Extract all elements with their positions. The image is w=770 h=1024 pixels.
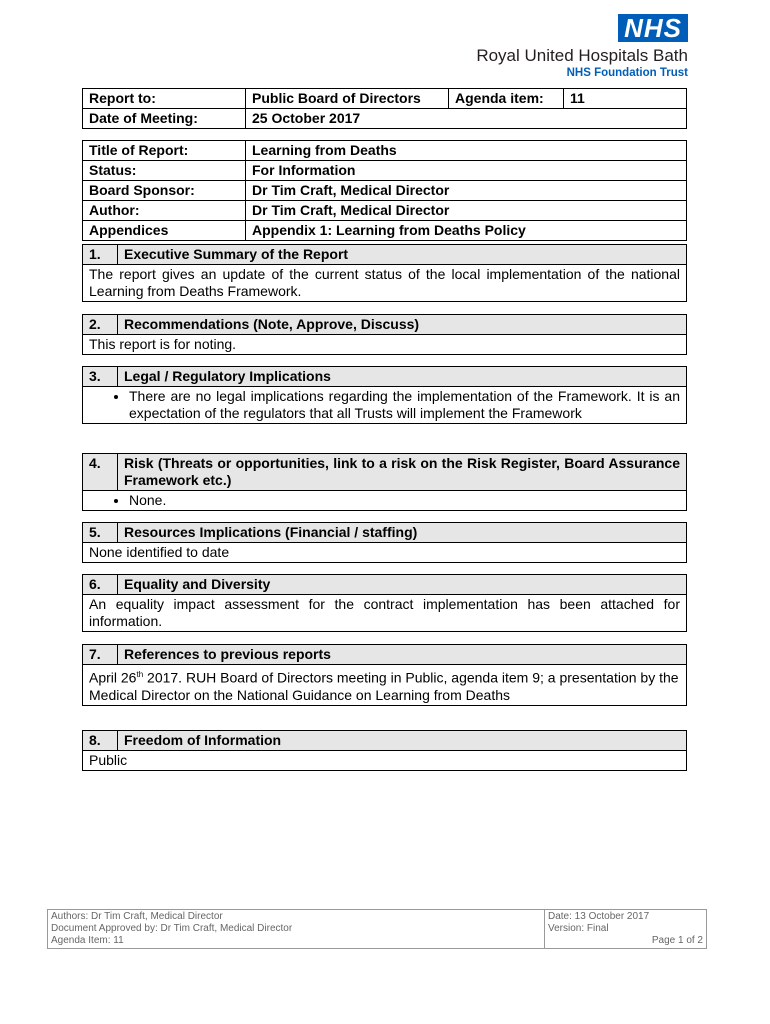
section-title: Resources Implications (Financial / staffing) [118, 523, 687, 543]
footer-agenda: Agenda Item: 11 [51, 935, 124, 946]
agenda-label: Agenda item: [449, 89, 564, 109]
footer-approved: Document Approved by: Dr Tim Craft, Medical Director [51, 923, 293, 934]
sponsor-value: Dr Tim Craft, Medical Director [246, 181, 687, 201]
author-value: Dr Tim Craft, Medical Director [246, 201, 687, 221]
list-item: • There are no legal implications regarding the implementation of the Framework. It is an expectation of the regulators that all Trusts will implement the Framework [129, 388, 680, 422]
nhs-logo-mark: NHS [618, 14, 688, 42]
section-body: None identified to date [83, 543, 687, 563]
title-value: Learning from Deaths [246, 141, 687, 161]
section-title: Legal / Regulatory Implications [118, 367, 687, 387]
section-number: 3. [83, 367, 118, 387]
section-number: 1. [83, 245, 118, 265]
footer-authors: Authors: Dr Tim Craft, Medical Director [51, 911, 223, 922]
section-body: This report is for noting. [83, 335, 687, 355]
org-subtitle: NHS Foundation Trust [566, 67, 688, 79]
section-8 [82, 730, 687, 771]
section-title: Risk (Threats or opportunities, link to a risk on the Risk Register, Board Assurance Framework etc.) [118, 454, 687, 491]
details-table [82, 140, 687, 241]
section-number: 7. [83, 645, 118, 665]
section-body [83, 491, 687, 511]
section-2 [82, 314, 687, 355]
appendices-label: Appendices [83, 221, 246, 241]
meeting-table [82, 88, 687, 129]
footer-date: Date: 13 October 2017 [548, 911, 650, 922]
footer-version: Version: Final [548, 923, 609, 934]
footer-page: Page 1 of 2 [651, 935, 703, 946]
section-6 [82, 574, 687, 632]
status-label: Status: [83, 161, 246, 181]
footer-left [48, 910, 545, 949]
nhs-logo [448, 14, 688, 80]
section-number: 2. [83, 315, 118, 335]
status-value: For Information [246, 161, 687, 181]
section-number: 6. [83, 575, 118, 595]
section-5 [82, 522, 687, 563]
section-number: 8. [83, 731, 118, 751]
author-label: Author: [83, 201, 246, 221]
appendices-value: Appendix 1: Learning from Deaths Policy [246, 221, 687, 241]
section-body [83, 387, 687, 424]
agenda-value: 11 [564, 89, 687, 109]
page-footer [47, 909, 707, 949]
title-label: Title of Report: [83, 141, 246, 161]
date-value: 25 October 2017 [246, 109, 687, 129]
ordinal-suffix: th [136, 670, 144, 679]
section-1 [82, 244, 687, 302]
list-item: • None. [129, 492, 680, 509]
section-body: Public [83, 751, 687, 771]
sponsor-label: Board Sponsor: [83, 181, 246, 201]
section-title: Equality and Diversity [118, 575, 687, 595]
report-to-value: Public Board of Directors [246, 89, 449, 109]
section-body-rest: 2017. RUH Board of Directors meeting in Public, agenda item 9; a presentation by the Medical Director on the National Guidance on Learning from Deaths [89, 669, 679, 703]
section-body [83, 665, 687, 706]
section-title: Recommendations (Note, Approve, Discuss) [118, 315, 687, 335]
section-body-start: April 26 [89, 669, 137, 686]
section-4 [82, 453, 687, 511]
section-3 [82, 366, 687, 424]
org-name: Royal United Hospitals Bath [476, 46, 688, 65]
section-body: An equality impact assessment for the contract implementation has been attached for information. [83, 595, 687, 632]
section-7 [82, 644, 687, 706]
footer-right [545, 910, 707, 949]
section-number: 5. [83, 523, 118, 543]
section-number: 4. [83, 454, 118, 491]
section-body: The report gives an update of the current status of the local implementation of the national Learning from Deaths Framework. [83, 265, 687, 302]
section-title: Freedom of Information [118, 731, 687, 751]
report-to-label: Report to: [83, 89, 246, 109]
date-label: Date of Meeting: [83, 109, 246, 129]
section-title: Executive Summary of the Report [118, 245, 687, 265]
section-title: References to previous reports [118, 645, 687, 665]
